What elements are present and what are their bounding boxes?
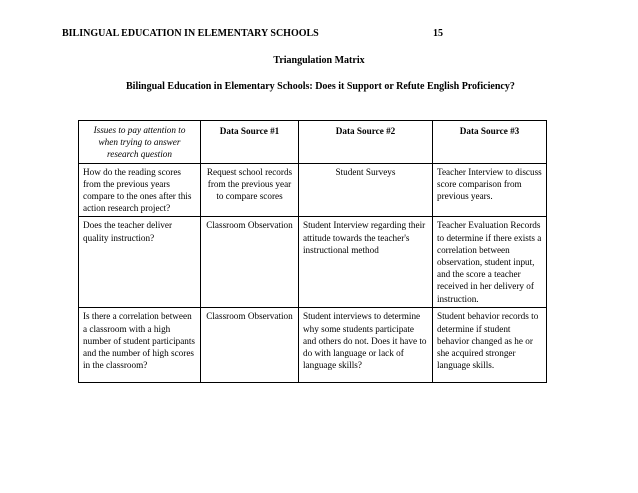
table-header-row (79, 121, 547, 164)
column-header-source-1: Data Source #1 (201, 121, 299, 164)
page-number: 15 (433, 28, 443, 39)
table-cell-source-3: Student behavior records to determine if student behavior changed as he or she acquired stronger language skills. (433, 308, 547, 383)
table-cell-source-2: Student Surveys (299, 163, 433, 217)
table-cell-source-1: Classroom Observation (201, 308, 299, 383)
running-head: BILINGUAL EDUCATION IN ELEMENTARY SCHOOLS (62, 28, 319, 39)
column-header-source-2: Data Source #2 (299, 121, 433, 164)
column-header-issues: Issues to pay attention to when trying to answer research question (79, 121, 201, 164)
triangulation-matrix-table (78, 120, 547, 383)
table-cell-issue: Is there a correlation between a classroom with a high number of student participants and the number of high scores in the classroom? (79, 308, 201, 383)
table-cell-issue: How do the reading scores from the previous years compare to the ones after this action research project? (79, 163, 201, 217)
table-cell-source-2: Student Interview regarding their attitude towards the teacher's instructional method (299, 217, 433, 308)
table-row (79, 163, 547, 217)
table-row (79, 308, 547, 383)
table-cell-source-2: Student interviews to determine why some students participate and others do not. Does it have to do with language or lack of language skills? (299, 308, 433, 383)
table-cell-issue: Does the teacher deliver quality instruction? (79, 217, 201, 308)
matrix-title: Triangulation Matrix (273, 55, 365, 66)
table-cell-source-1: Request school records from the previous year to compare scores (201, 163, 299, 217)
column-header-source-3: Data Source #3 (433, 121, 547, 164)
table-row (79, 217, 547, 308)
table-cell-source-1: Classroom Observation (201, 217, 299, 308)
matrix-subtitle: Bilingual Education in Elementary Schools: Does it Support or Refute English Proficiency? (126, 81, 515, 92)
table-cell-source-3: Teacher Evaluation Records to determine if there exists a correlation between observation, student input, and the score a teacher received in her delivery of instruction. (433, 217, 547, 308)
table-cell-source-3: Teacher Interview to discuss score comparison from previous years. (433, 163, 547, 217)
